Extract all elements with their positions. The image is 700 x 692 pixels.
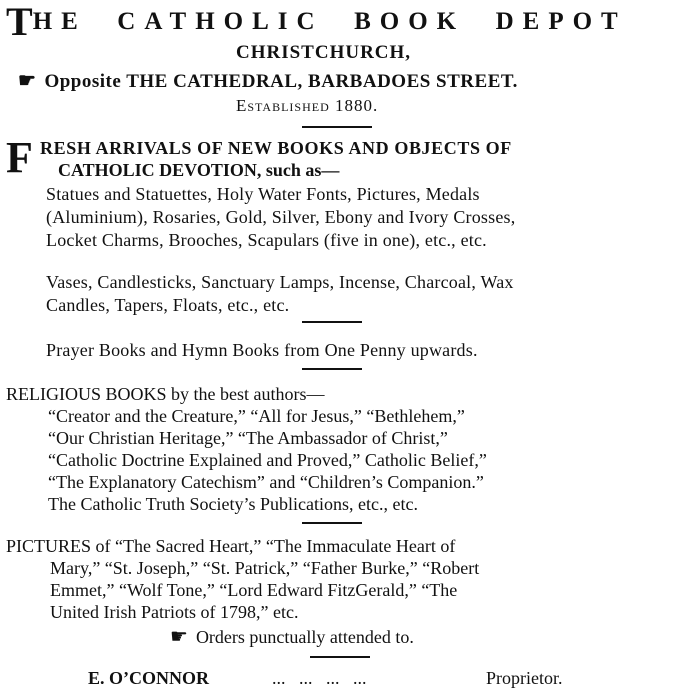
orders: Orders punctually attended to. [195, 627, 414, 647]
dots: ... ... ... ... [272, 668, 367, 688]
fresh-item-line: Statues and Statuettes, Holy Water Fonts, Pictures, Medals [46, 184, 480, 204]
prayer-books: Prayer Books and Hymn Books from One Penny upwards. [46, 340, 478, 360]
pointing-hand-icon: ☛ [170, 626, 188, 648]
orders-line [170, 626, 414, 648]
title-initial: T [6, 0, 33, 44]
address-line [18, 70, 518, 93]
religious-line: “Creator and the Creature,” “All for Jesus,” “Bethlehem,” [48, 406, 465, 426]
pointing-hand-icon: ☛ [18, 70, 37, 92]
address: Opposite THE CATHEDRAL, BARBADOES STREET. [44, 71, 518, 92]
religious-line: RELIGIOUS BOOKS by the best authors— [6, 384, 325, 404]
pictures-line: PICTURES of “The Sacred Heart,” “The Immaculate Heart of [6, 536, 456, 556]
established: Established 1880. [236, 96, 379, 115]
city: CHRISTCHURCH, [236, 42, 412, 63]
pictures-line: Emmet,” “Wolf Tone,” “Lord Edward FitzGerald,” “The [50, 580, 458, 600]
proprietor-name: E. O’CONNOR [88, 668, 209, 688]
religious-line: “Our Christian Heritage,” “The Ambassador of Christ,” [48, 428, 448, 448]
religious-line: “The Explanatory Catechism” and “Children’s Companion.” [48, 472, 484, 492]
divider [310, 656, 370, 658]
divider [302, 368, 362, 370]
pictures-line: Mary,” “St. Joseph,” “St. Patrick,” “Father Burke,” “Robert [50, 558, 480, 578]
divider [302, 522, 362, 524]
fresh-item-line: Locket Charms, Brooches, Scapulars (five in one), etc., etc. [46, 230, 487, 250]
fresh-item2-line: Vases, Candlesticks, Sanctuary Lamps, Incense, Charcoal, Wax [46, 272, 514, 292]
page-title [6, 2, 627, 42]
divider [302, 126, 372, 128]
fresh-item2-line: Candles, Tapers, Floats, etc., etc. [46, 295, 290, 315]
fresh-heading-line2: CATHOLIC DEVOTION, such as— [58, 160, 340, 180]
divider [302, 321, 362, 323]
fresh-heading-line1: RESH ARRIVALS OF NEW BOOKS AND OBJECTS OF [40, 138, 512, 158]
fresh-initial: F [6, 133, 33, 182]
title-rest: HE CATHOLIC BOOK DEPOT [32, 8, 627, 35]
proprietor-role: Proprietor. [486, 668, 563, 688]
religious-line: The Catholic Truth Society’s Publications, etc., etc. [48, 494, 418, 514]
fresh-item-line: (Aluminium), Rosaries, Gold, Silver, Ebony and Ivory Crosses, [46, 207, 516, 227]
pictures-line: United Irish Patriots of 1798,” etc. [50, 602, 299, 622]
religious-line: “Catholic Doctrine Explained and Proved,” Catholic Belief,” [48, 450, 487, 470]
